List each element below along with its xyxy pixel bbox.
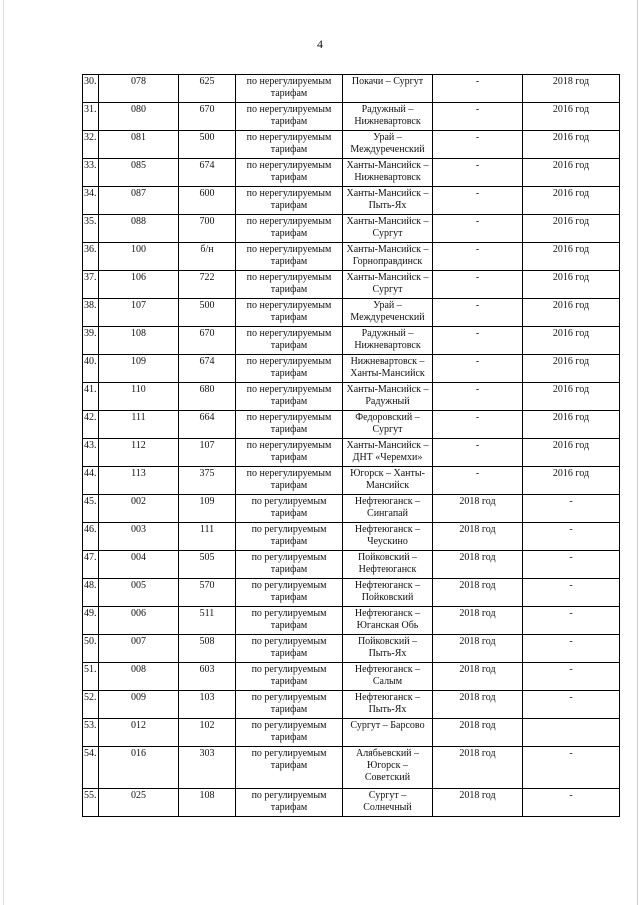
tariff-type-cell: по регулируемым тарифам [236, 719, 343, 747]
row-number-cell: 49. [83, 607, 99, 635]
table-row [83, 411, 620, 439]
regulated-year-cell: - [433, 159, 523, 187]
route-registry-number-cell: 500 [179, 299, 236, 327]
route-number-cell: 085 [99, 159, 179, 187]
tariff-type-cell: по нерегулируемым тарифам [236, 159, 343, 187]
route-name-cell: Ханты-Мансийск – Пыть-Ях [343, 187, 433, 215]
unregulated-year-cell: - [523, 551, 620, 579]
tariff-type-cell: по нерегулируемым тарифам [236, 467, 343, 495]
route-number-cell: 113 [99, 467, 179, 495]
table-row [83, 467, 620, 495]
route-number-cell: 087 [99, 187, 179, 215]
route-name-cell: Ханты-Мансийск – Радужный [343, 383, 433, 411]
row-number-cell: 44. [83, 467, 99, 495]
unregulated-year-cell: - [523, 607, 620, 635]
tariff-type-cell: по регулируемым тарифам [236, 663, 343, 691]
tariff-type-cell: по нерегулируемым тарифам [236, 243, 343, 271]
route-registry-number-cell: 108 [179, 789, 236, 817]
route-number-cell: 106 [99, 271, 179, 299]
tariff-type-cell: по нерегулируемым тарифам [236, 271, 343, 299]
unregulated-year-cell: - [523, 691, 620, 719]
regulated-year-cell: - [433, 271, 523, 299]
route-number-cell: 078 [99, 75, 179, 103]
route-registry-number-cell: 500 [179, 131, 236, 159]
table-row [83, 243, 620, 271]
regulated-year-cell: - [433, 327, 523, 355]
tariff-type-cell: по нерегулируемым тарифам [236, 383, 343, 411]
routes-table [82, 74, 620, 817]
unregulated-year-cell: - [523, 747, 620, 789]
route-number-cell: 012 [99, 719, 179, 747]
route-number-cell: 080 [99, 103, 179, 131]
row-number-cell: 31. [83, 103, 99, 131]
route-number-cell: 025 [99, 789, 179, 817]
table-row [83, 131, 620, 159]
regulated-year-cell: - [433, 243, 523, 271]
regulated-year-cell: 2018 год [433, 719, 523, 747]
table-row [83, 551, 620, 579]
route-name-cell: Нефтеюганск – Чеускино [343, 523, 433, 551]
route-registry-number-cell: 700 [179, 215, 236, 243]
route-registry-number-cell: 603 [179, 663, 236, 691]
tariff-type-cell: по нерегулируемым тарифам [236, 411, 343, 439]
regulated-year-cell: - [433, 383, 523, 411]
unregulated-year-cell: 2016 год [523, 271, 620, 299]
route-number-cell: 100 [99, 243, 179, 271]
table-row [83, 663, 620, 691]
table-row [83, 635, 620, 663]
table-row [83, 271, 620, 299]
table-row [83, 75, 620, 103]
route-registry-number-cell: 303 [179, 747, 236, 789]
row-number-cell: 37. [83, 271, 99, 299]
route-number-cell: 004 [99, 551, 179, 579]
row-number-cell: 42. [83, 411, 99, 439]
unregulated-year-cell [523, 719, 620, 747]
table-row [83, 355, 620, 383]
table-row [83, 523, 620, 551]
unregulated-year-cell: - [523, 523, 620, 551]
route-number-cell: 107 [99, 299, 179, 327]
table-row [83, 299, 620, 327]
unregulated-year-cell: - [523, 789, 620, 817]
route-name-cell: Нефтеюганск – Салым [343, 663, 433, 691]
unregulated-year-cell: 2016 год [523, 467, 620, 495]
unregulated-year-cell: 2018 год [523, 75, 620, 103]
table-row [83, 439, 620, 467]
route-number-cell: 016 [99, 747, 179, 789]
regulated-year-cell: - [433, 355, 523, 383]
regulated-year-cell: - [433, 439, 523, 467]
route-registry-number-cell: 680 [179, 383, 236, 411]
route-number-cell: 108 [99, 327, 179, 355]
unregulated-year-cell: 2016 год [523, 159, 620, 187]
row-number-cell: 36. [83, 243, 99, 271]
row-number-cell: 54. [83, 747, 99, 789]
tariff-type-cell: по нерегулируемым тарифам [236, 75, 343, 103]
route-registry-number-cell: 600 [179, 187, 236, 215]
route-name-cell: Ханты-Мансийск – Нижневартовск [343, 159, 433, 187]
unregulated-year-cell: - [523, 579, 620, 607]
route-registry-number-cell: 103 [179, 691, 236, 719]
row-number-cell: 51. [83, 663, 99, 691]
route-registry-number-cell: 102 [179, 719, 236, 747]
route-number-cell: 006 [99, 607, 179, 635]
unregulated-year-cell: 2016 год [523, 355, 620, 383]
route-number-cell: 081 [99, 131, 179, 159]
table-row [83, 719, 620, 747]
route-registry-number-cell: 109 [179, 495, 236, 523]
route-name-cell: Пойковский – Нефтеюганск [343, 551, 433, 579]
route-registry-number-cell: 375 [179, 467, 236, 495]
regulated-year-cell: - [433, 411, 523, 439]
regulated-year-cell: 2018 год [433, 635, 523, 663]
tariff-type-cell: по регулируемым тарифам [236, 691, 343, 719]
route-number-cell: 009 [99, 691, 179, 719]
tariff-type-cell: по нерегулируемым тарифам [236, 215, 343, 243]
unregulated-year-cell: 2016 год [523, 131, 620, 159]
table-row [83, 159, 620, 187]
unregulated-year-cell: - [523, 663, 620, 691]
row-number-cell: 43. [83, 439, 99, 467]
tariff-type-cell: по регулируемым тарифам [236, 579, 343, 607]
regulated-year-cell: - [433, 215, 523, 243]
regulated-year-cell: - [433, 103, 523, 131]
table-row [83, 789, 620, 817]
unregulated-year-cell: 2016 год [523, 439, 620, 467]
route-number-cell: 109 [99, 355, 179, 383]
regulated-year-cell: 2018 год [433, 495, 523, 523]
row-number-cell: 52. [83, 691, 99, 719]
tariff-type-cell: по нерегулируемым тарифам [236, 355, 343, 383]
page-number: 4 [317, 37, 323, 51]
row-number-cell: 32. [83, 131, 99, 159]
route-name-cell: Урай – Междуреченский [343, 299, 433, 327]
regulated-year-cell: - [433, 299, 523, 327]
route-name-cell: Пойковский – Пыть-Ях [343, 635, 433, 663]
row-number-cell: 38. [83, 299, 99, 327]
table-row [83, 691, 620, 719]
route-name-cell: Нефтеюганск – Юганская Обь [343, 607, 433, 635]
unregulated-year-cell: 2016 год [523, 327, 620, 355]
route-name-cell: Ханты-Мансийск – ДНТ «Черемхи» [343, 439, 433, 467]
route-registry-number-cell: 505 [179, 551, 236, 579]
route-name-cell: Федоровский – Сургут [343, 411, 433, 439]
table-row [83, 327, 620, 355]
route-name-cell: Югорск – Ханты-Мансийск [343, 467, 433, 495]
tariff-type-cell: по регулируемым тарифам [236, 635, 343, 663]
tariff-type-cell: по нерегулируемым тарифам [236, 187, 343, 215]
row-number-cell: 48. [83, 579, 99, 607]
regulated-year-cell: 2018 год [433, 579, 523, 607]
regulated-year-cell: 2018 год [433, 663, 523, 691]
unregulated-year-cell: 2016 год [523, 411, 620, 439]
tariff-type-cell: по нерегулируемым тарифам [236, 327, 343, 355]
route-registry-number-cell: 570 [179, 579, 236, 607]
route-number-cell: 008 [99, 663, 179, 691]
table-row [83, 383, 620, 411]
regulated-year-cell: - [433, 467, 523, 495]
tariff-type-cell: по нерегулируемым тарифам [236, 439, 343, 467]
scan-edge-right [637, 0, 638, 905]
route-number-cell: 088 [99, 215, 179, 243]
route-number-cell: 003 [99, 523, 179, 551]
route-registry-number-cell: 670 [179, 327, 236, 355]
tariff-type-cell: по регулируемым тарифам [236, 607, 343, 635]
tariff-type-cell: по нерегулируемым тарифам [236, 131, 343, 159]
scan-edge-left [3, 0, 4, 905]
route-name-cell: Радужный – Нижневартовск [343, 327, 433, 355]
row-number-cell: 47. [83, 551, 99, 579]
regulated-year-cell: 2018 год [433, 551, 523, 579]
regulated-year-cell: 2018 год [433, 691, 523, 719]
route-name-cell: Нефтеюганск – Сингапай [343, 495, 433, 523]
routes-table-body [83, 75, 620, 817]
route-name-cell: Ханты-Мансийск – Горноправдинск [343, 243, 433, 271]
route-name-cell: Радужный – Нижневартовск [343, 103, 433, 131]
row-number-cell: 40. [83, 355, 99, 383]
row-number-cell: 53. [83, 719, 99, 747]
route-registry-number-cell: 625 [179, 75, 236, 103]
route-name-cell: Нефтеюганск – Пойковский [343, 579, 433, 607]
table-row [83, 747, 620, 789]
row-number-cell: 33. [83, 159, 99, 187]
route-name-cell: Сургут – Солнечный [343, 789, 433, 817]
unregulated-year-cell: - [523, 635, 620, 663]
unregulated-year-cell: 2016 год [523, 215, 620, 243]
route-registry-number-cell: 508 [179, 635, 236, 663]
row-number-cell: 45. [83, 495, 99, 523]
regulated-year-cell: 2018 год [433, 523, 523, 551]
row-number-cell: 41. [83, 383, 99, 411]
route-name-cell: Нижневартовск – Ханты-Мансийск [343, 355, 433, 383]
route-registry-number-cell: 722 [179, 271, 236, 299]
tariff-type-cell: по регулируемым тарифам [236, 495, 343, 523]
row-number-cell: 55. [83, 789, 99, 817]
route-number-cell: 111 [99, 411, 179, 439]
unregulated-year-cell: 2016 год [523, 383, 620, 411]
table-row [83, 607, 620, 635]
unregulated-year-cell: 2016 год [523, 103, 620, 131]
route-name-cell: Ханты-Мансийск – Сургут [343, 215, 433, 243]
tariff-type-cell: по регулируемым тарифам [236, 551, 343, 579]
table-row [83, 579, 620, 607]
row-number-cell: 39. [83, 327, 99, 355]
tariff-type-cell: по нерегулируемым тарифам [236, 103, 343, 131]
route-registry-number-cell: б/н [179, 243, 236, 271]
regulated-year-cell: 2018 год [433, 607, 523, 635]
tariff-type-cell: по регулируемым тарифам [236, 747, 343, 789]
route-number-cell: 005 [99, 579, 179, 607]
table-row [83, 103, 620, 131]
route-number-cell: 002 [99, 495, 179, 523]
row-number-cell: 35. [83, 215, 99, 243]
table-row [83, 495, 620, 523]
regulated-year-cell: 2018 год [433, 747, 523, 789]
tariff-type-cell: по регулируемым тарифам [236, 523, 343, 551]
route-registry-number-cell: 107 [179, 439, 236, 467]
unregulated-year-cell: 2016 год [523, 299, 620, 327]
table-row [83, 215, 620, 243]
route-number-cell: 112 [99, 439, 179, 467]
regulated-year-cell: - [433, 75, 523, 103]
route-name-cell: Алябьевский – Югорск – Советский [343, 747, 433, 789]
tariff-type-cell: по нерегулируемым тарифам [236, 299, 343, 327]
unregulated-year-cell: - [523, 495, 620, 523]
route-registry-number-cell: 674 [179, 355, 236, 383]
route-registry-number-cell: 664 [179, 411, 236, 439]
regulated-year-cell: - [433, 187, 523, 215]
unregulated-year-cell: 2016 год [523, 187, 620, 215]
route-name-cell: Ханты-Мансийск – Сургут [343, 271, 433, 299]
row-number-cell: 30. [83, 75, 99, 103]
route-name-cell: Сургут – Барсово [343, 719, 433, 747]
table-row [83, 187, 620, 215]
row-number-cell: 34. [83, 187, 99, 215]
regulated-year-cell: - [433, 131, 523, 159]
regulated-year-cell: 2018 год [433, 789, 523, 817]
route-name-cell: Нефтеюганск – Пыть-Ях [343, 691, 433, 719]
unregulated-year-cell: 2016 год [523, 243, 620, 271]
route-registry-number-cell: 111 [179, 523, 236, 551]
route-number-cell: 110 [99, 383, 179, 411]
route-number-cell: 007 [99, 635, 179, 663]
route-registry-number-cell: 674 [179, 159, 236, 187]
route-name-cell: Покачи – Сургут [343, 75, 433, 103]
row-number-cell: 50. [83, 635, 99, 663]
row-number-cell: 46. [83, 523, 99, 551]
tariff-type-cell: по регулируемым тарифам [236, 789, 343, 817]
route-registry-number-cell: 670 [179, 103, 236, 131]
route-registry-number-cell: 511 [179, 607, 236, 635]
route-name-cell: Урай – Междуреченский [343, 131, 433, 159]
